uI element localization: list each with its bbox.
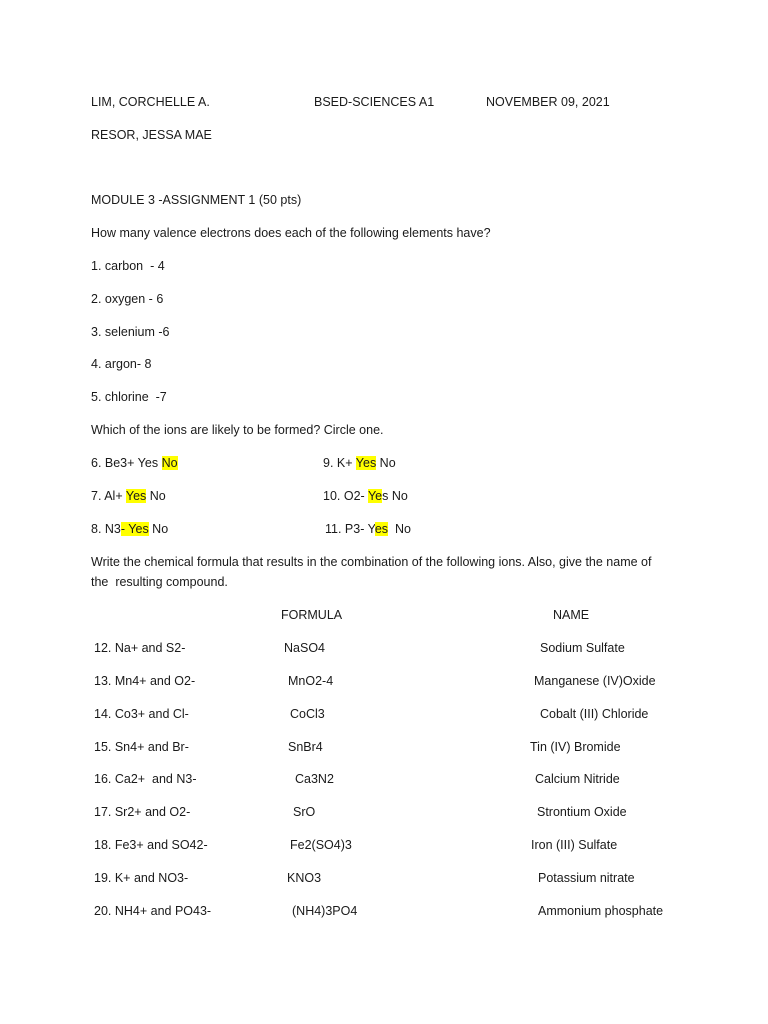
ion-rest: No bbox=[388, 522, 411, 536]
ion-rest: No bbox=[148, 522, 169, 536]
assignment-title: MODULE 3 -ASSIGNMENT 1 (50 pts) bbox=[91, 193, 302, 207]
row-18-ions: 18. Fe3+ and SO42- bbox=[94, 838, 208, 852]
ion-label: 6. Be3+ Yes bbox=[91, 456, 162, 470]
row-15-name: Tin (IV) Bromide bbox=[530, 740, 621, 754]
row-12-formula: NaSO4 bbox=[284, 641, 325, 655]
row-14-ions: 14. Co3+ and Cl- bbox=[94, 707, 189, 721]
row-13-ions: 13. Mn4+ and O2- bbox=[94, 674, 196, 688]
row-16-name: Calcium Nitride bbox=[535, 772, 620, 786]
row-17-formula: SrO bbox=[293, 805, 316, 819]
highlighted-choice: Ye bbox=[367, 489, 383, 503]
ion-label: 9. K+ bbox=[323, 456, 356, 470]
row-20-name: Ammonium phosphate bbox=[538, 904, 664, 918]
question-3-prompt-line2: the resulting compound. bbox=[91, 575, 228, 589]
row-20-formula: (NH4)3PO4 bbox=[292, 904, 358, 918]
row-17-ions: 17. Sr2+ and O2- bbox=[94, 805, 191, 819]
row-19-ions: 19. K+ and NO3- bbox=[94, 871, 189, 885]
row-12-ions: 12. Na+ and S2- bbox=[94, 641, 186, 655]
question-3-prompt-line1: Write the chemical formula that results in the combination of the following ions. Also, give the name of bbox=[91, 555, 652, 569]
ion-rest: No bbox=[146, 489, 166, 503]
column-header-name: NAME bbox=[553, 608, 590, 622]
answer-4: 4. argon- 8 bbox=[91, 357, 152, 371]
highlighted-choice: No bbox=[161, 456, 178, 470]
question-2-prompt: Which of the ions are likely to be formed? Circle one. bbox=[91, 423, 384, 437]
row-15-ions: 15. Sn4+ and Br- bbox=[94, 740, 189, 754]
row-12-name: Sodium Sulfate bbox=[540, 641, 625, 655]
ion-label: 11. P3- Y bbox=[325, 522, 375, 536]
row-18-name: Iron (III) Sulfate bbox=[531, 838, 618, 852]
row-16-formula: Ca3N2 bbox=[295, 772, 334, 786]
ion-label: 8. N3 bbox=[91, 522, 121, 536]
row-13-formula: MnO2-4 bbox=[288, 674, 334, 688]
ion-rest: s No bbox=[382, 489, 408, 503]
ion-label: 10. O2- bbox=[323, 489, 368, 503]
student-name-1: LIM, CORCHELLE A. bbox=[91, 95, 210, 109]
course-section: BSED-SCIENCES A1 bbox=[314, 95, 435, 109]
question-1-prompt: How many valence electrons does each of the following elements have? bbox=[91, 226, 491, 240]
ion-answer-9 bbox=[323, 455, 396, 471]
row-18-formula: Fe2(SO4)3 bbox=[290, 838, 352, 852]
ion-rest: No bbox=[376, 456, 396, 470]
highlighted-choice: Yes bbox=[125, 489, 147, 503]
row-15-formula: SnBr4 bbox=[288, 740, 323, 754]
ion-answer-7 bbox=[91, 488, 166, 504]
row-14-formula: CoCl3 bbox=[290, 707, 325, 721]
answer-2: 2. oxygen - 6 bbox=[91, 292, 164, 306]
ion-label: 7. Al+ bbox=[91, 489, 126, 503]
row-13-name: Manganese (IV)Oxide bbox=[534, 674, 656, 688]
row-16-ions: 16. Ca2+ and N3- bbox=[94, 772, 197, 786]
ion-answer-10 bbox=[323, 488, 408, 504]
answer-3: 3. selenium -6 bbox=[91, 325, 170, 339]
ion-answer-6 bbox=[91, 455, 178, 471]
student-name-2: RESOR, JESSA MAE bbox=[91, 128, 212, 142]
highlighted-choice: es bbox=[374, 522, 389, 536]
row-20-ions: 20. NH4+ and PO43- bbox=[94, 904, 212, 918]
column-header-formula: FORMULA bbox=[281, 608, 343, 622]
ion-answer-8 bbox=[91, 521, 168, 537]
highlighted-choice: Yes bbox=[355, 456, 377, 470]
row-17-name: Strontium Oxide bbox=[537, 805, 627, 819]
answer-5: 5. chlorine -7 bbox=[91, 390, 167, 404]
row-19-name: Potassium nitrate bbox=[538, 871, 635, 885]
answer-1: 1. carbon - 4 bbox=[91, 259, 165, 273]
highlighted-choice: - Yes bbox=[120, 522, 149, 536]
row-19-formula: KNO3 bbox=[287, 871, 322, 885]
date: NOVEMBER 09, 2021 bbox=[486, 95, 610, 109]
row-14-name: Cobalt (III) Chloride bbox=[540, 707, 649, 721]
ion-answer-11 bbox=[325, 521, 411, 537]
